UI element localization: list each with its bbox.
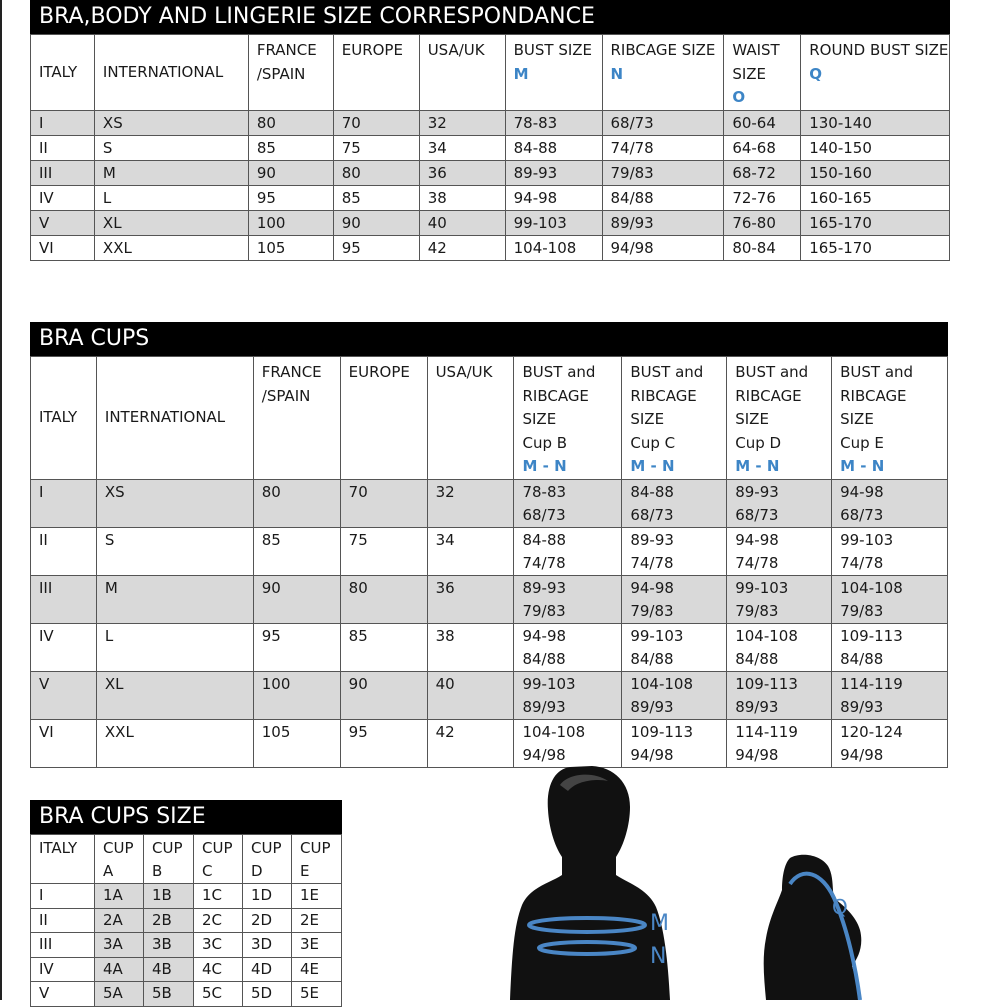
t1-cell: XL [94, 210, 248, 235]
t2-cup-cell [514, 671, 622, 719]
t2-cup-cell [622, 479, 727, 527]
bra-cups-table [30, 356, 948, 768]
t2-cell: XL [96, 671, 253, 719]
t2-bust-range: 89-93 [522, 578, 567, 597]
t3-header-line: CUP [202, 839, 233, 857]
t3-cell: 5A [95, 982, 144, 1007]
t1-cell: V [31, 210, 95, 235]
t1-letter-n: N [610, 64, 624, 83]
t2-cup-cell [832, 479, 948, 527]
t2-header-europe: EUROPE [340, 357, 427, 480]
t2-ribcage-range: 84/88 [630, 649, 674, 668]
t1-cell: 165-170 [801, 210, 950, 235]
t3-cell: 4A [95, 957, 144, 982]
t3-cell: II [31, 908, 95, 933]
t2-ribcage-range: 68/73 [522, 505, 566, 524]
t3-cell: 5C [194, 982, 243, 1007]
t1-cell: 140-150 [801, 135, 950, 160]
t1-cell: 104-108 [505, 235, 602, 260]
front-label-m: M [650, 911, 669, 936]
side-body-figure [760, 850, 890, 1000]
t2-header-line: Cup B [522, 433, 568, 452]
t2-cup-cell [727, 527, 832, 575]
t2-row [31, 527, 948, 575]
t3-cell: I [31, 884, 95, 909]
t1-cell: 79/83 [602, 160, 724, 185]
t1-row [31, 210, 950, 235]
t2-header-line: RIBCAGE [630, 386, 697, 405]
t2-bust-range: 109-113 [630, 722, 694, 741]
t2-bust-range: 94-98 [735, 530, 779, 549]
t1-cell: 40 [419, 210, 505, 235]
t3-header [144, 835, 194, 884]
t2-bust-range: 99-103 [840, 530, 894, 549]
t2-cup-cell [514, 623, 622, 671]
t3-cell: 1D [243, 884, 292, 909]
t2-header-cup-col [622, 357, 727, 480]
t2-header-line: SIZE [630, 410, 665, 428]
t2-ribcage-range: 89/93 [840, 697, 884, 716]
t2-bust-range: 99-103 [522, 674, 576, 693]
t2-ribcage-range: 79/83 [840, 601, 884, 620]
t1-cell: 75 [333, 135, 419, 160]
t2-header-line: BUST and [840, 363, 914, 381]
t3-header [31, 835, 95, 884]
t2-bust-range: 104-108 [735, 626, 798, 645]
t1-cell: VI [31, 235, 95, 260]
t2-header-line: RIBCAGE [840, 386, 907, 405]
t2-cup-cell [622, 623, 727, 671]
t2-header-line: RIBCAGE [735, 386, 802, 405]
t1-row [31, 110, 950, 135]
t2-cell: 40 [427, 671, 514, 719]
t3-header-line: CUP [103, 839, 134, 857]
t3-cell: 5E [292, 982, 342, 1007]
t1-body [31, 110, 950, 260]
t2-cell: 38 [427, 623, 514, 671]
t1-cell: 80 [248, 110, 333, 135]
t2-ribcage-range: 79/83 [735, 601, 779, 620]
t1-letter-m: M [513, 64, 529, 83]
t2-header-usa-uk: USA/UK [427, 357, 514, 480]
t2-bust-range: 109-113 [735, 674, 798, 693]
bra-cups-section [30, 322, 948, 768]
t3-header-line: D [251, 862, 263, 880]
t1-cell: II [31, 135, 95, 160]
t2-ribcage-range: 94/98 [630, 745, 674, 764]
t3-cell: 2E [292, 908, 342, 933]
t3-cell: 5D [243, 982, 292, 1007]
t3-header-line: ITALY [39, 839, 78, 857]
t2-cell: III [31, 575, 97, 623]
t2-header-france-spain: FRANCE /SPAIN [253, 357, 340, 480]
t1-header-usa-uk: USA/UK [419, 35, 505, 111]
t2-header-mn: M - N [840, 457, 885, 475]
t2-header-line: RIBCAGE [522, 386, 589, 405]
t3-cell: III [31, 933, 95, 958]
t2-ribcage-range: 84/88 [735, 649, 779, 668]
t2-cell: 100 [253, 671, 340, 719]
t1-cell: 130-140 [801, 110, 950, 135]
t2-cup-cell [832, 527, 948, 575]
t2-cell: 32 [427, 479, 514, 527]
t1-row [31, 160, 950, 185]
t2-header-mn: M - N [630, 457, 675, 475]
t2-cell: 80 [253, 479, 340, 527]
t2-cell: 95 [340, 719, 427, 767]
t3-cell: 1C [194, 884, 243, 909]
t2-header-line: BUST and [630, 363, 704, 381]
t1-header-ribcage-size: RIBCAGE SIZE N [602, 35, 724, 111]
t2-ribcage-range: 84/88 [840, 649, 884, 668]
t1-header-round-bust-size: ROUND BUST SIZE Q [801, 35, 950, 111]
t2-ribcage-range: 68/73 [735, 505, 779, 524]
t2-bust-range: 99-103 [630, 626, 684, 645]
t1-cell: 100 [248, 210, 333, 235]
t3-cell: 2A [95, 908, 144, 933]
t2-cell: XXL [96, 719, 253, 767]
t1-cell: 64-68 [724, 135, 801, 160]
t2-cup-cell [727, 719, 832, 767]
t2-cell: II [31, 527, 97, 575]
t1-cell: I [31, 110, 95, 135]
t2-bust-range: 84-88 [630, 482, 674, 501]
t3-cell: 3E [292, 933, 342, 958]
t2-cell: L [96, 623, 253, 671]
t1-header-europe: EUROPE [333, 35, 419, 111]
t3-cell: 2D [243, 908, 292, 933]
t1-cell: 74/78 [602, 135, 724, 160]
t3-cell: 1B [144, 884, 194, 909]
t2-header-line: SIZE [735, 410, 769, 428]
t2-ribcage-range: 79/83 [630, 601, 674, 620]
size-correspondence-table [30, 34, 950, 261]
t2-cup-cell [622, 527, 727, 575]
t1-cell: 42 [419, 235, 505, 260]
t2-ribcage-range: 74/78 [840, 553, 884, 572]
t2-cell: IV [31, 623, 97, 671]
t1-cell: III [31, 160, 95, 185]
t2-bust-range: 104-108 [630, 674, 694, 693]
t1-cell: IV [31, 185, 95, 210]
t1-cell: XXL [94, 235, 248, 260]
t1-cell: 70 [333, 110, 419, 135]
t3-header-line: A [103, 862, 114, 880]
t2-cup-cell [832, 623, 948, 671]
t1-cell: 90 [333, 210, 419, 235]
t2-bust-range: 120-124 [840, 722, 903, 741]
t1-cell: 150-160 [801, 160, 950, 185]
t2-cup-cell [727, 671, 832, 719]
t3-row [31, 908, 342, 933]
t3-cell: 3B [144, 933, 194, 958]
t2-header-cup-col [832, 357, 948, 480]
t2-cell: XS [96, 479, 253, 527]
t2-cup-cell [622, 575, 727, 623]
t2-header-mn: M - N [522, 457, 567, 475]
t2-cup-cell [514, 527, 622, 575]
front-label-n: N [650, 944, 667, 969]
t1-cell: 72-76 [724, 185, 801, 210]
t2-header-line: BUST and [522, 363, 596, 381]
t2-header-line: SIZE [840, 410, 874, 428]
t3-header [243, 835, 292, 884]
t2-bust-range: 94-98 [630, 578, 674, 597]
t2-ribcage-range: 79/83 [522, 601, 566, 620]
t1-cell: 160-165 [801, 185, 950, 210]
t2-cup-cell [514, 719, 622, 767]
t2-row [31, 479, 948, 527]
t1-cell: 165-170 [801, 235, 950, 260]
t1-cell: 94-98 [505, 185, 602, 210]
t3-row [31, 884, 342, 909]
t2-cell: 75 [340, 527, 427, 575]
t1-row [31, 135, 950, 160]
t2-header-italy: ITALY [31, 357, 97, 480]
t2-ribcage-range: 74/78 [630, 553, 674, 572]
t1-cell: 89-93 [505, 160, 602, 185]
t2-ribcage-range: 94/98 [735, 745, 779, 764]
t2-bust-range: 89-93 [735, 482, 779, 501]
t1-letter-q: Q [809, 64, 822, 83]
t2-cup-cell [514, 479, 622, 527]
t1-cell: S [94, 135, 248, 160]
t2-bust-range: 94-98 [840, 482, 884, 501]
t2-bust-range: 89-93 [630, 530, 674, 549]
bra-cups-title: BRA CUPS [30, 322, 948, 356]
t3-cell: 3C [194, 933, 243, 958]
t2-cup-cell [622, 671, 727, 719]
t3-cell: 1A [95, 884, 144, 909]
bra-cups-size-title: BRA CUPS SIZE [30, 800, 342, 834]
t2-header-international: INTERNATIONAL [96, 357, 253, 480]
t2-cup-cell [832, 575, 948, 623]
t2-cup-cell [622, 719, 727, 767]
t2-bust-range: 94-98 [522, 626, 567, 645]
t2-cell: V [31, 671, 97, 719]
t2-cell: 90 [340, 671, 427, 719]
t3-cell: 3D [243, 933, 292, 958]
t3-cell: IV [31, 957, 95, 982]
t3-cell: 2C [194, 908, 243, 933]
side-label-q: Q [832, 895, 848, 919]
t3-header [292, 835, 342, 884]
t3-header-line: C [202, 862, 213, 880]
size-correspondence-title: BRA,BODY AND LINGERIE SIZE CORRESPONDANCE [30, 0, 950, 34]
t3-cell: 1E [292, 884, 342, 909]
t2-bust-range: 114-119 [840, 674, 903, 693]
t2-ribcage-range: 94/98 [840, 745, 884, 764]
t3-cell: 5B [144, 982, 194, 1007]
t2-body [31, 479, 948, 767]
t1-cell: 95 [333, 235, 419, 260]
t3-header-line: CUP [300, 839, 331, 857]
t1-header-waist-size: WAIST SIZE O [724, 35, 801, 111]
t2-cell: 36 [427, 575, 514, 623]
t2-cup-cell [832, 671, 948, 719]
t1-cell: 99-103 [505, 210, 602, 235]
t2-ribcage-range: 89/93 [735, 697, 779, 716]
t1-row [31, 235, 950, 260]
t1-cell: 76-80 [724, 210, 801, 235]
t2-ribcage-range: 68/73 [630, 505, 674, 524]
t1-cell: 85 [333, 185, 419, 210]
t2-header-cup-col [514, 357, 622, 480]
t1-cell: L [94, 185, 248, 210]
t2-cell: VI [31, 719, 97, 767]
t3-cell: 3A [95, 933, 144, 958]
t3-cell: 4C [194, 957, 243, 982]
bra-cups-size-section [30, 800, 342, 1007]
t2-cell: 34 [427, 527, 514, 575]
page-left-rule [0, 0, 2, 1000]
t2-cell: 80 [340, 575, 427, 623]
t2-bust-range: 104-108 [840, 578, 903, 597]
t3-header-line: E [300, 862, 310, 880]
t1-cell: 94/98 [602, 235, 724, 260]
t2-ribcage-range: 84/88 [522, 649, 566, 668]
t3-header [194, 835, 243, 884]
t3-cell: 4E [292, 957, 342, 982]
t2-header-mn: M - N [735, 457, 780, 475]
front-silhouette-shape [510, 766, 670, 1000]
t2-cup-cell [727, 575, 832, 623]
t1-cell: 95 [248, 185, 333, 210]
t2-header-line: SIZE [522, 410, 557, 428]
t2-cell: 42 [427, 719, 514, 767]
t3-body [31, 884, 342, 1007]
t2-ribcage-range: 89/93 [522, 697, 566, 716]
t3-cell: 4B [144, 957, 194, 982]
t2-bust-range: 84-88 [522, 530, 567, 549]
t2-bust-range: 99-103 [735, 578, 789, 597]
t2-ribcage-range: 94/98 [522, 745, 566, 764]
front-body-figure [500, 765, 690, 1000]
t2-cup-cell [727, 479, 832, 527]
t3-header-line: CUP [251, 839, 282, 857]
t1-cell: 105 [248, 235, 333, 260]
t2-ribcage-range: 89/93 [630, 697, 674, 716]
t2-bust-range: 78-83 [522, 482, 567, 501]
t2-cell: I [31, 479, 97, 527]
t1-cell: 80-84 [724, 235, 801, 260]
t2-row [31, 671, 948, 719]
t3-row [31, 982, 342, 1007]
t2-header-line: Cup C [630, 433, 676, 452]
t1-cell: 60-64 [724, 110, 801, 135]
t1-cell: 84-88 [505, 135, 602, 160]
t2-ribcage-range: 74/78 [735, 553, 779, 572]
t2-cell: 95 [253, 623, 340, 671]
t2-cup-cell [514, 575, 622, 623]
t2-cell: 90 [253, 575, 340, 623]
t3-row [31, 933, 342, 958]
t2-header-cup-col [727, 357, 832, 480]
t1-cell: 68/73 [602, 110, 724, 135]
t1-cell: 78-83 [505, 110, 602, 135]
t1-cell: 32 [419, 110, 505, 135]
t2-header-line: BUST and [735, 363, 809, 381]
t1-cell: 34 [419, 135, 505, 160]
t1-cell: 89/93 [602, 210, 724, 235]
t2-cup-cell [832, 719, 948, 767]
t2-cell: 70 [340, 479, 427, 527]
t3-cell: 2B [144, 908, 194, 933]
t2-row [31, 575, 948, 623]
t2-cell: 85 [340, 623, 427, 671]
t2-bust-range: 109-113 [840, 626, 903, 645]
t1-cell: 84/88 [602, 185, 724, 210]
t3-header-line: B [152, 862, 163, 880]
t1-cell: 80 [333, 160, 419, 185]
t2-cell: 105 [253, 719, 340, 767]
t1-header-bust-size: BUST SIZE M [505, 35, 602, 111]
t1-cell: XS [94, 110, 248, 135]
t3-row [31, 957, 342, 982]
t1-cell: 90 [248, 160, 333, 185]
t2-ribcage-range: 68/73 [840, 505, 884, 524]
t2-row [31, 623, 948, 671]
t1-letter-o: O [732, 88, 746, 106]
t2-ribcage-range: 74/78 [522, 553, 566, 572]
t1-row [31, 185, 950, 210]
t3-cell: V [31, 982, 95, 1007]
t2-bust-range: 104-108 [522, 722, 586, 741]
t3-header-line: CUP [152, 839, 183, 857]
t2-cup-cell [727, 623, 832, 671]
t2-row [31, 719, 948, 767]
t3-cell: 4D [243, 957, 292, 982]
t3-header [95, 835, 144, 884]
t2-header-line: Cup E [840, 433, 884, 452]
size-correspondence-section [30, 0, 950, 261]
t1-header-international: INTERNATIONAL [94, 35, 248, 111]
t2-header-line: Cup D [735, 433, 782, 452]
t1-cell: 85 [248, 135, 333, 160]
t2-cell: M [96, 575, 253, 623]
t1-cell: 38 [419, 185, 505, 210]
bra-cups-size-table [30, 834, 342, 1007]
t2-bust-range: 114-119 [735, 722, 798, 741]
t1-header-italy: ITALY [31, 35, 95, 111]
t1-cell: 68-72 [724, 160, 801, 185]
t2-cell: 85 [253, 527, 340, 575]
t1-cell: 36 [419, 160, 505, 185]
t1-header-france-spain: FRANCE /SPAIN [248, 35, 333, 111]
t2-cell: S [96, 527, 253, 575]
t1-cell: M [94, 160, 248, 185]
